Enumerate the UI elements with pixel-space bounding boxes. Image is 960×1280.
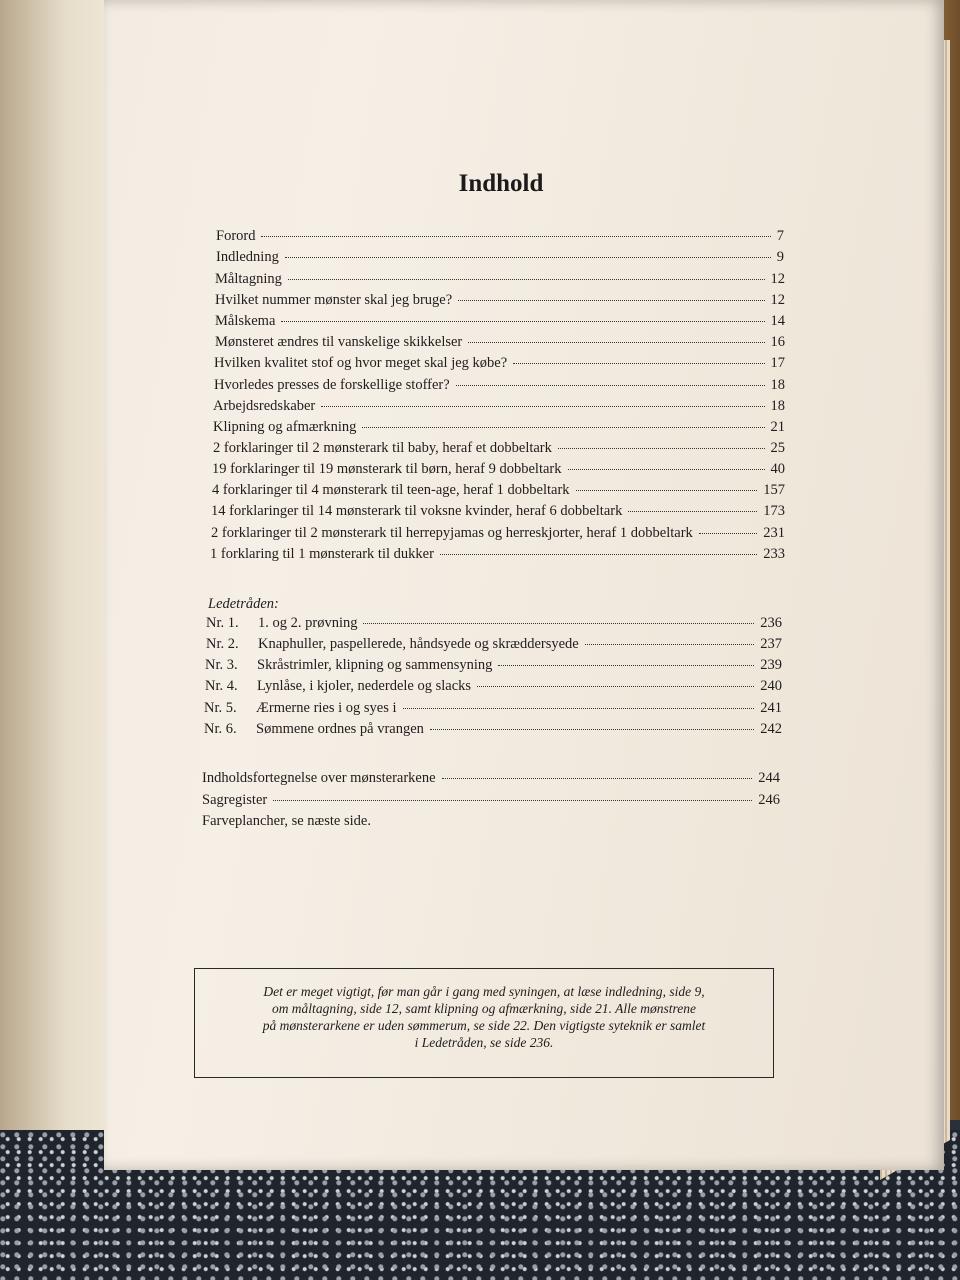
toc-entry: [213, 419, 785, 436]
ledetraaden-entry: [206, 636, 782, 653]
leader-dots: [456, 385, 765, 386]
toc-entry-page: 246: [758, 792, 780, 808]
ledetraaden-entry-label: [206, 636, 579, 653]
toc-entry-page: 25: [770, 440, 785, 456]
toc-entry-label: 19 forklaringer til 19 mønsterark til børn, heraf 9 dobbeltark: [212, 461, 562, 477]
ledetraaden-entry-page: 241: [760, 700, 782, 716]
ledetraaden-title: Knaphuller, paspellerede, håndsyede og skræddersyede: [258, 636, 579, 652]
toc-entry-page: 231: [763, 525, 785, 541]
toc-entry: [212, 461, 785, 478]
toc-entry-label: 2 forklaringer til 2 mønsterark til herrepyjamas og herreskjorter, heraf 1 dobbeltark: [211, 525, 693, 541]
ledetraaden-nr: Nr. 1.: [206, 615, 239, 631]
ledetraaden-nr: Nr. 4.: [205, 678, 238, 694]
toc-entry: [216, 249, 784, 266]
toc-entry-page: 18: [770, 398, 785, 414]
leader-dots: [558, 448, 765, 449]
ledetraaden-nr: Nr. 6.: [204, 721, 237, 737]
toc-entry-page: 244: [758, 770, 780, 786]
toc-entry-label: Hvorledes presses de forskellige stoffer?: [214, 377, 450, 393]
toc-entry: [213, 440, 785, 457]
leader-dots: [288, 279, 765, 280]
toc-entry-page: 173: [763, 503, 785, 519]
toc-entry: [215, 292, 785, 309]
toc-entry-page: 16: [770, 334, 785, 350]
leader-dots: [699, 533, 757, 534]
toc-entry-page: 157: [763, 482, 785, 498]
leader-dots: [576, 490, 758, 491]
page-title: Indhold: [458, 170, 544, 197]
toc-entry-label: Farveplancher, se næste side.: [202, 813, 371, 829]
toc-entry-page: 17: [770, 355, 785, 371]
toc-entry-label: Hvilken kvalitet stof og hvor meget skal jeg købe?: [214, 355, 508, 371]
leader-dots: [261, 236, 770, 237]
leader-dots: [458, 300, 764, 301]
toc-entry: [202, 770, 780, 787]
toc-entry-label: 1 forklaring til 1 mønsterark til dukker: [210, 546, 434, 562]
ledetraaden-nr: Nr. 2.: [206, 636, 239, 652]
toc-entry-label: Forord: [216, 228, 256, 244]
toc-entry-label: Sagregister: [202, 792, 268, 808]
toc-entry: [215, 271, 785, 288]
ledetraaden-title: Lynlåse, i kjoler, nederdele og slacks: [257, 678, 472, 694]
note-line: Det er meget vigtigt, før man går i gang med syningen, at læse indledning, side 9,: [263, 984, 705, 999]
ledetraaden-entry: [205, 678, 782, 695]
leader-dots: [440, 554, 757, 555]
leader-dots: [442, 778, 753, 779]
note-line: om måltagning, side 12, samt klipning og afmærkning, side 21. Alle mønstrene: [271, 1001, 697, 1016]
leader-dots: [273, 800, 752, 801]
toc-entry: [215, 334, 785, 351]
toc-entry-page: 7: [776, 228, 784, 244]
toc-entry-label: Hvilket nummer mønster skal jeg bruge?: [215, 292, 453, 308]
toc-entry-label: 2 forklaringer til 2 mønsterark til baby, heraf et dobbeltark: [213, 440, 552, 456]
ledetraaden-nr: Nr. 3.: [205, 657, 238, 673]
ledetraaden-title: Ærmerne ries i og syes i: [256, 700, 397, 716]
leader-dots: [498, 665, 754, 666]
toc-entry: [211, 525, 785, 542]
leader-dots: [430, 729, 754, 730]
toc-entry-page: 233: [763, 546, 785, 562]
leader-dots: [477, 686, 754, 687]
ledetraaden-entry-page: 240: [760, 678, 782, 694]
ledetraaden-nr: Nr. 5.: [204, 700, 237, 716]
toc-entry-page: 9: [776, 249, 784, 265]
ledetraaden-entry-label: [205, 657, 492, 674]
ledetraaden-entry-label: [204, 700, 397, 717]
ledetraaden-entry-label: [206, 615, 357, 632]
ledetraaden-title: Skråstrimler, klipning og sammensyning: [257, 657, 493, 673]
toc-entry-label: 4 forklaringer til 4 mønsterark til teen-age, heraf 1 dobbeltark: [212, 482, 570, 498]
toc-entry-label: Arbejdsredskaber: [213, 398, 316, 414]
toc-entry-page: 18: [770, 377, 785, 393]
leader-dots: [321, 406, 764, 407]
toc-entry: [202, 813, 371, 830]
toc-entry: [210, 546, 785, 563]
ledetraaden-entry-page: 242: [760, 721, 782, 737]
toc-entry-page: 40: [770, 461, 785, 477]
toc-entry: [215, 313, 785, 330]
toc-entry-label: 14 forklaringer til 14 mønsterark til voksne kvinder, heraf 6 dobbeltark: [211, 503, 623, 519]
toc-entry-label: Indholdsfortegnelse over mønsterarkene: [202, 770, 436, 786]
leader-dots: [403, 708, 755, 709]
leader-dots: [513, 363, 764, 364]
toc-entry: [212, 482, 785, 499]
toc-entry-page: 14: [770, 313, 785, 329]
toc-entry: [213, 398, 785, 415]
ledetraaden-entry-page: 239: [760, 657, 782, 673]
note-line: på mønsterarkene er uden sømmerum, se side 22. Den vigtigste syteknik er samlet: [262, 1018, 706, 1033]
toc-entry-page: 12: [770, 292, 785, 308]
ledetraaden-entry-page: 236: [760, 615, 782, 631]
leader-dots: [585, 644, 755, 645]
ledetraaden-entry-label: [204, 721, 424, 738]
toc-entry-label: Mønsteret ændres til vanskelige skikkelser: [215, 334, 463, 350]
ledetraaden-entry: [206, 615, 782, 632]
ledetraaden-title: 1. og 2. prøvning: [258, 615, 358, 631]
toc-entry: [214, 355, 785, 372]
toc-entry: [214, 377, 785, 394]
leader-dots: [628, 511, 757, 512]
toc-entry-label: Målskema: [215, 313, 276, 329]
leader-dots: [285, 257, 771, 258]
ledetraaden-entry-label: [205, 678, 471, 695]
important-note-box: [194, 968, 774, 1078]
toc-entry-page: 12: [770, 271, 785, 287]
leader-dots: [363, 623, 754, 624]
ledetraaden-heading: Ledetråden:: [208, 596, 279, 612]
ledetraaden-entry: [205, 657, 782, 674]
toc-entry: [216, 228, 784, 245]
toc-entry: [202, 792, 780, 809]
toc-entry-label: Måltagning: [215, 271, 282, 287]
ledetraaden-title: Sømmene ordnes på vrangen: [256, 721, 424, 737]
toc-entry-label: Indledning: [216, 249, 279, 265]
ledetraaden-entry: [204, 700, 782, 717]
leader-dots: [362, 427, 764, 428]
toc-entry: [211, 503, 785, 520]
ledetraaden-entry-page: 237: [760, 636, 782, 652]
leader-dots: [281, 321, 764, 322]
ledetraaden-entry: [204, 721, 782, 738]
note-line: i Ledetråden, se side 236.: [414, 1035, 554, 1050]
leader-dots: [468, 342, 764, 343]
toc-entry-label: Klipning og afmærkning: [213, 419, 357, 435]
leader-dots: [568, 469, 765, 470]
toc-entry-page: 21: [770, 419, 785, 435]
